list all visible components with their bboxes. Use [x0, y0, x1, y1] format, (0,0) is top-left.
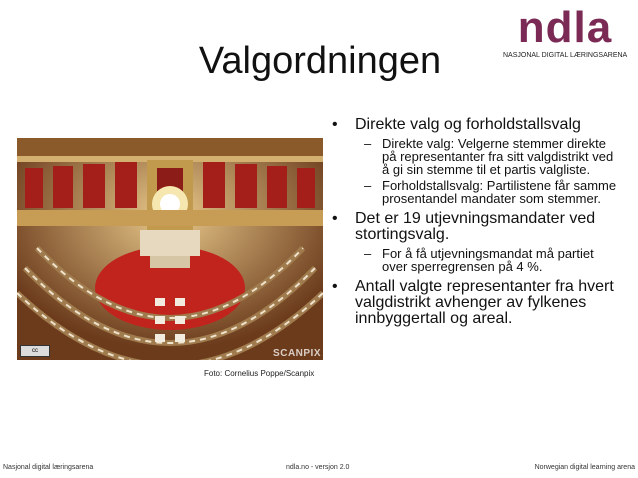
bullet-marker: • [332, 116, 338, 133]
bullet-text: Direkte valg og forholdstallsvalg [355, 116, 581, 133]
sub-bullet-item [332, 247, 622, 273]
bullet-item [332, 117, 622, 133]
bullet-text: Det er 19 utjevningsmandater ved stortingsvalg. [355, 210, 596, 243]
sub-bullet-list [332, 247, 622, 273]
ndla-logo [503, 3, 628, 62]
sub-bullet-text: Forholdstallsvalg: Partilistene får samme prosentandel mandater som stemmer. [382, 178, 617, 206]
photo-watermark: SCANPIX [273, 348, 321, 359]
sub-bullet-text: For å få utjevningsmandat må partiet over sperregrensen på 4 %. [382, 246, 594, 274]
cc-license-badge: cc [20, 345, 50, 357]
bullet-marker: • [332, 210, 338, 227]
bullet-text: Antall valgte representanter fra hvert valgdistrikt avhenger av fylkenes innbyggertall og areal. [355, 278, 614, 327]
slide-title: Valgordningen [198, 40, 442, 82]
footer [0, 462, 638, 474]
bullet-marker: • [332, 278, 338, 295]
photo-caption: Foto: Cornelius Poppe/Scanpix [204, 369, 315, 378]
footer-left: Nasjonal digital læringsarena [3, 464, 94, 471]
sub-bullet-list [332, 137, 622, 205]
parliament-illustration [17, 138, 323, 360]
bullet-item [332, 211, 622, 243]
logo-mark: ndla [517, 3, 613, 52]
sub-bullet-item [332, 137, 622, 176]
dash-marker: – [364, 246, 372, 261]
logo-subtitle: NASJONAL DIGITAL LÆRINGSARENA [503, 52, 628, 59]
parliament-photo [17, 138, 323, 360]
footer-center: ndla.no - versjon 2.0 [286, 464, 350, 471]
sub-bullet-item [332, 179, 622, 205]
footer-right: Norwegian digital learning arena [534, 464, 635, 471]
bullet-list [332, 117, 622, 331]
bullet-item [332, 279, 622, 327]
dash-marker: – [364, 136, 372, 151]
dash-marker: – [364, 178, 372, 193]
sub-bullet-text: Direkte valg: Velgerne stemmer direkte på representanter fra sitt valgdistrikt ved å gi sin stemme til et partis valgliste. [382, 136, 614, 177]
